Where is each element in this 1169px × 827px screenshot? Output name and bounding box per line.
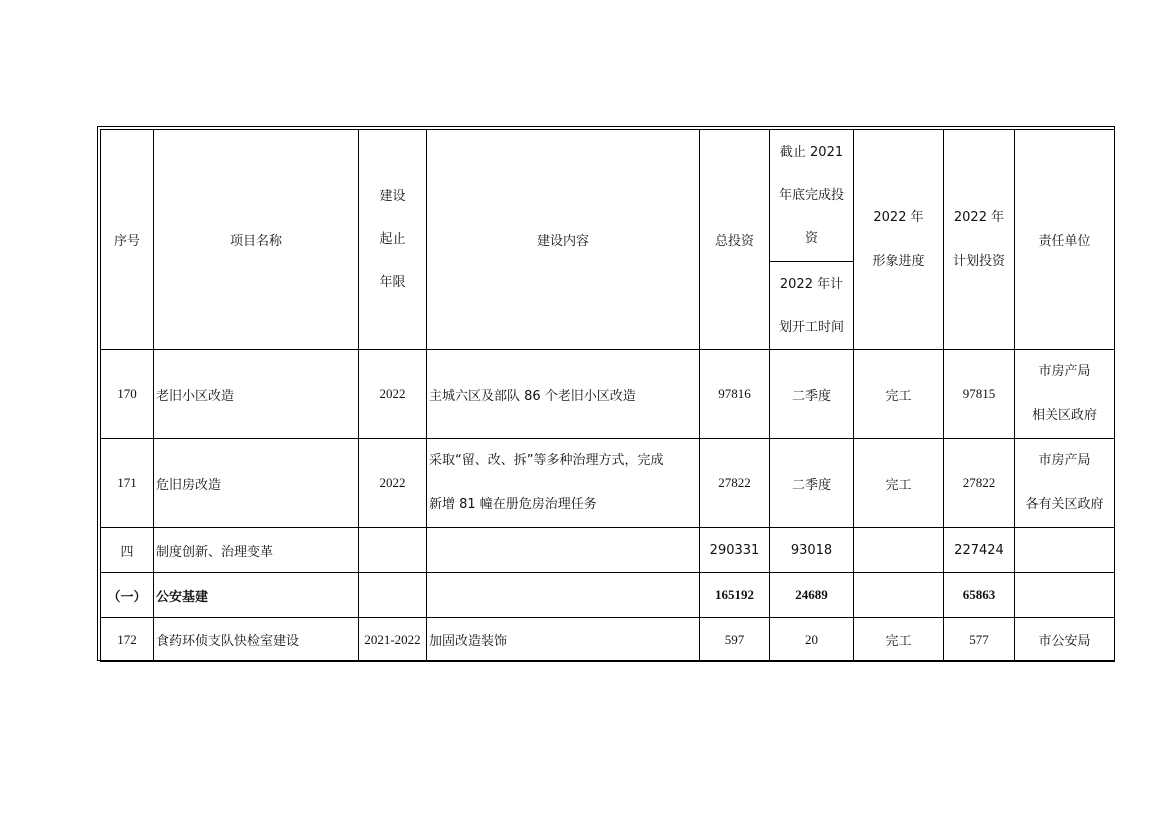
row-content-line-2: 新增 81 幢在册危房治理任务 <box>429 497 597 512</box>
header-period-line-3: 年限 <box>379 275 406 290</box>
header-done-line-3: 资 <box>804 231 818 246</box>
header-unit: 责任单位 <box>1015 130 1115 350</box>
row-unit <box>1015 439 1115 528</box>
header-plan-line-1: 2022 年 <box>953 209 1005 225</box>
row-start: 二季度 <box>770 350 854 439</box>
row-period: 2022 <box>359 350 427 439</box>
row-seq: （一） <box>101 573 154 618</box>
header-plan-line-2: 计划投资 <box>952 253 1005 269</box>
header-progress <box>854 130 944 350</box>
row-content <box>427 573 700 618</box>
header-total: 总投资 <box>700 130 770 350</box>
table-row <box>101 439 1115 528</box>
row-content: 主城六区及部队 86 个老旧小区改造 <box>427 350 700 439</box>
header-done-line-1: 截止 2021 <box>779 145 844 160</box>
row-total: 97816 <box>700 350 770 439</box>
row-name: 老旧小区改造 <box>154 350 359 439</box>
row-done: 20 <box>770 618 854 662</box>
row-unit-line-1: 市房产局 <box>1038 453 1091 468</box>
project-table-frame <box>97 126 1115 661</box>
row-period <box>359 573 427 618</box>
row-seq: 170 <box>101 350 154 439</box>
header-done-line-2: 年底完成投 <box>778 188 844 203</box>
header-name: 项目名称 <box>154 130 359 350</box>
row-plan: 227424 <box>944 528 1015 573</box>
header-period-line-2: 起止 <box>379 232 406 247</box>
row-total: 290331 <box>700 528 770 573</box>
project-table <box>100 129 1115 662</box>
header-period <box>359 130 427 350</box>
row-unit <box>1015 573 1115 618</box>
row-progress: 完工 <box>854 618 944 662</box>
row-seq: 172 <box>101 618 154 662</box>
row-done: 24689 <box>770 573 854 618</box>
row-content-line-1: 采取“留、改、拆”等多种治理方式，完成 <box>429 453 664 468</box>
header-seq: 序号 <box>101 130 154 350</box>
row-name: 制度创新、治理变革 <box>154 528 359 573</box>
row-start: 二季度 <box>770 439 854 528</box>
row-unit <box>1015 350 1115 439</box>
header-start-line-2: 划开工时间 <box>778 319 844 335</box>
row-seq: 171 <box>101 439 154 528</box>
row-progress: 完工 <box>854 439 944 528</box>
row-period: 2022 <box>359 439 427 528</box>
row-unit <box>1015 528 1115 573</box>
row-unit-line-2: 各有关区政府 <box>1025 497 1104 512</box>
row-name: 公安基建 <box>154 573 359 618</box>
table-row <box>101 350 1115 439</box>
row-content <box>427 439 700 528</box>
row-plan: 97815 <box>944 350 1015 439</box>
row-content <box>427 528 700 573</box>
row-total: 597 <box>700 618 770 662</box>
row-period: 2021-2022 <box>359 618 427 662</box>
row-unit-line-2: 相关区政府 <box>1031 408 1097 423</box>
row-progress: 完工 <box>854 350 944 439</box>
header-content: 建设内容 <box>427 130 700 350</box>
table-row <box>101 573 1115 618</box>
header-start-line-1: 2022 年计 <box>779 276 844 292</box>
table-row <box>101 618 1115 662</box>
header-progress-line-2: 形象进度 <box>872 253 925 269</box>
row-unit-line-1: 市房产局 <box>1038 364 1091 379</box>
row-unit: 市公安局 <box>1015 618 1115 662</box>
header-start <box>770 262 854 350</box>
header-done <box>770 130 854 262</box>
row-content: 加固改造装饰 <box>427 618 700 662</box>
table-header-row <box>101 130 1115 262</box>
row-done: 93018 <box>770 528 854 573</box>
row-plan: 27822 <box>944 439 1015 528</box>
row-period <box>359 528 427 573</box>
row-plan: 65863 <box>944 573 1015 618</box>
row-total: 165192 <box>700 573 770 618</box>
row-seq: 四 <box>101 528 154 573</box>
row-name: 食药环侦支队快检室建设 <box>154 618 359 662</box>
row-total: 27822 <box>700 439 770 528</box>
row-name: 危旧房改造 <box>154 439 359 528</box>
header-period-line-1: 建设 <box>379 189 406 204</box>
row-progress <box>854 573 944 618</box>
table-row <box>101 528 1115 573</box>
row-plan: 577 <box>944 618 1015 662</box>
header-progress-line-1: 2022 年 <box>873 209 924 225</box>
row-progress <box>854 528 944 573</box>
header-plan <box>944 130 1015 350</box>
